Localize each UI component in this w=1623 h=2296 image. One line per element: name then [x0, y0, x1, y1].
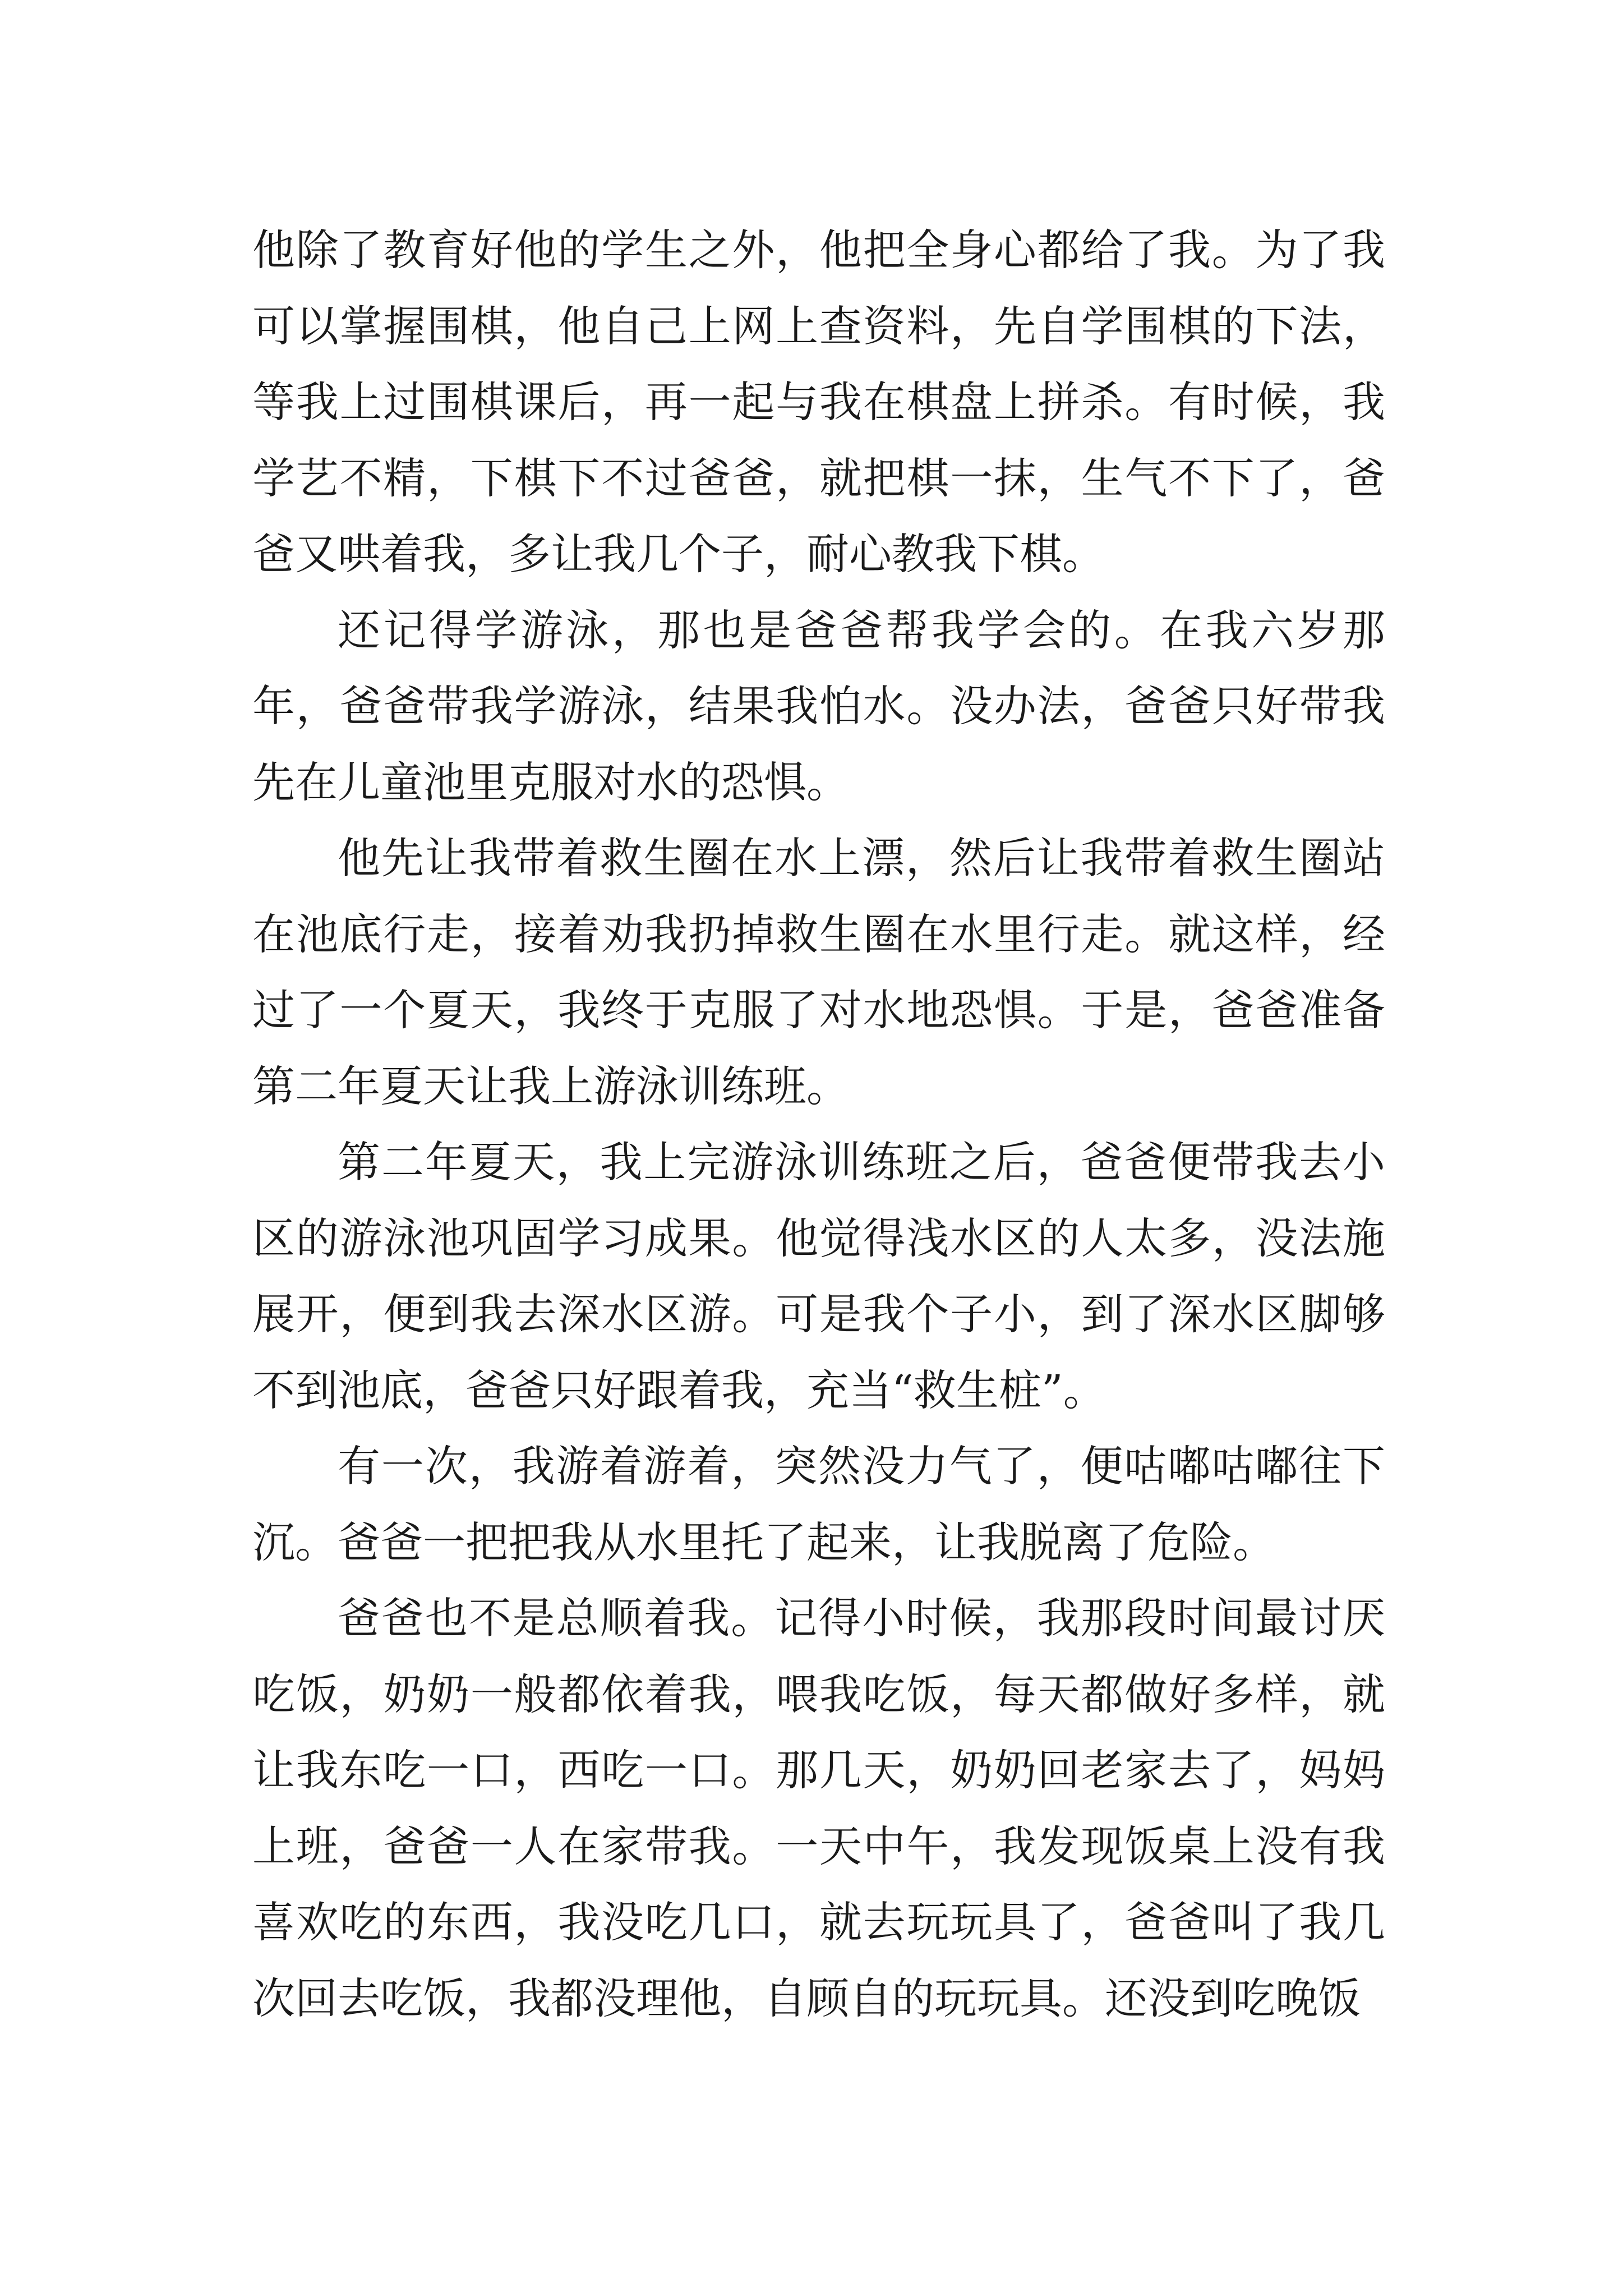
body-text	[252, 212, 1385, 2036]
paragraph-5: 有一次，我游着游着，突然没力气了，便咕嘟咕嘟往下沉。爸爸一把把我从水里托了起来，让我脱离了危险。	[252, 1441, 1385, 1567]
paragraph-3: 他先让我带着救生圈在水上漂，然后让我带着救生圈站在池底行走，接着劝我扔掉救生圈在水里行走。就这样，经过了一个夏天，我终于克服了对水地恐惧。于是，爸爸准备第二年夏天让我上游泳训练班。	[252, 833, 1385, 1111]
paragraph-6: 爸爸也不是总顺着我。记得小时候，我那段时间最讨厌吃饭，奶奶一般都依着我，喂我吃饭，每天都做好多样，就让我东吃一口，西吃一口。那几天，奶奶回老家去了，妈妈上班，爸爸一人在家带我。一天中午，我发现饭桌上没有我喜欢吃的东西，我没吃几口，就去玩玩具了，爸爸叫了我几次回去吃饭，我都没理他，自顾自的玩玩具。还没到吃晚饭	[252, 1593, 1385, 2023]
paragraph-4: 第二年夏天，我上完游泳训练班之后，爸爸便带我去小区的游泳池巩固学习成果。他觉得浅水区的人太多，没法施展开，便到我去深水区游。可是我个子小，到了深水区脚够不到池底，爸爸只好跟着我，充当“救生桩”。	[252, 1137, 1385, 1415]
paragraph-1: 他除了教育好他的学生之外，他把全身心都给了我。为了我可以掌握围棋，他自己上网上查资料，先自学围棋的下法，等我上过围棋课后，再一起与我在棋盘上拼杀。有时候，我学艺不精，下棋下不过爸爸，就把棋一抹，生气不下了，爸爸又哄着我，多让我几个子，耐心教我下棋。	[252, 225, 1385, 579]
paragraph-2: 还记得学游泳，那也是爸爸帮我学会的。在我六岁那年，爸爸带我学游泳，结果我怕水。没办法，爸爸只好带我先在儿童池里克服对水的恐惧。	[252, 605, 1385, 807]
